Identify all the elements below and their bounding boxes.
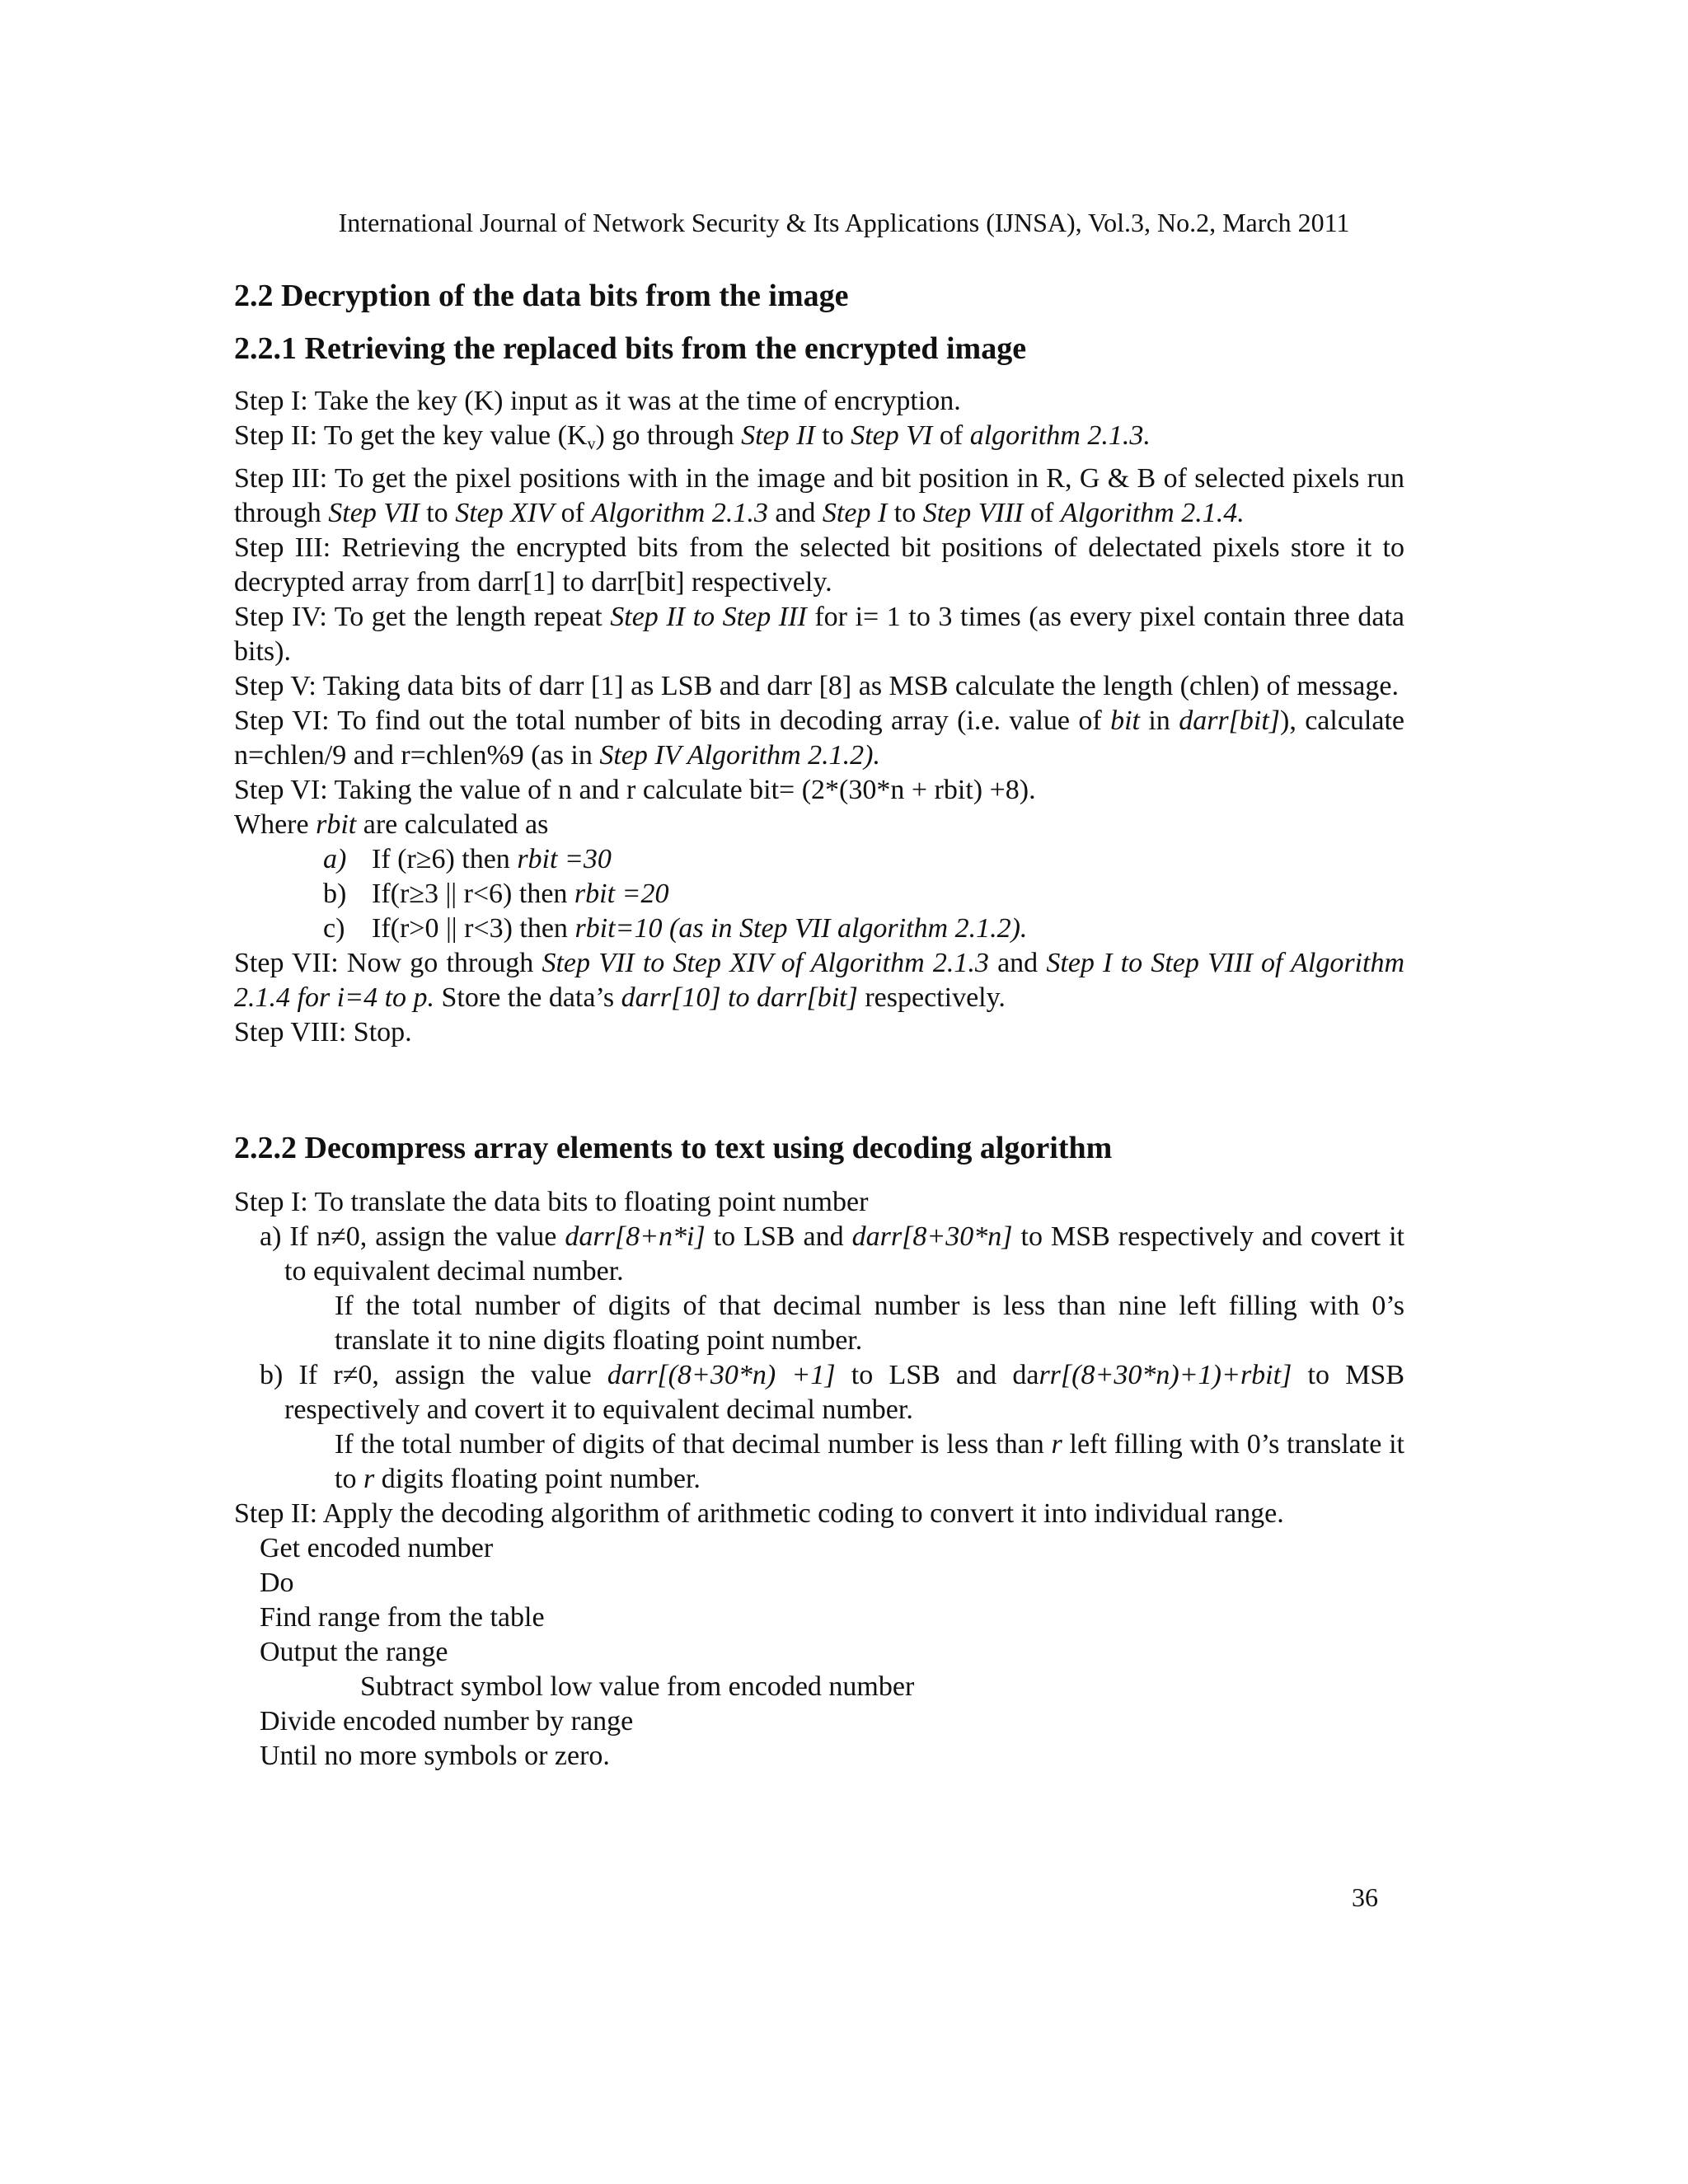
where-line: Where rbit are calculated as: [234, 809, 549, 840]
step-6-total-bits: Step VI: To find out the total number of bits in decoding array (i.e. value of bit in darr[bit]), calculate n=chlen/9 and r=chlen%9 (as in Step IV Algorithm 2.1.2).: [234, 705, 1405, 771]
pseudo-line: Until no more symbols or zero.: [260, 1741, 610, 1771]
list-item: b) If(r≥3 || r<6) then rbit =20: [323, 879, 669, 909]
section-title-2-2-1: 2.2.1 Retrieving the replaced bits from the encrypted image: [234, 331, 1027, 366]
journal-header: International Journal of Network Security & Its Applications (IJNSA), Vol.3, No.2, March 2011: [338, 208, 1350, 237]
pseudo-line: Divide encoded number by range: [260, 1706, 634, 1736]
page-number: 36: [1352, 1882, 1378, 1912]
list-item: c) If(r>0 || r<3) then rbit=10 (as in Step VII algorithm 2.1.2).: [323, 913, 1028, 944]
step-3-retrieve: Step III: Retrieving the encrypted bits from the selected bit positions of delectated pixels store it to decrypted array from darr[1] to darr[bit] respectively.: [234, 532, 1404, 598]
decode-step-1: Step I: To translate the data bits to floating point number: [234, 1187, 869, 1217]
step-7: Step VII: Now go through Step VII to Step XIV of Algorithm 2.1.3 and Step I to Step VIII of Algorithm 2.1.4 for i=4 to p. Store the data’s darr[10] to darr[bit] respectively.: [234, 948, 1404, 1013]
decode-step-1b-note: If the total number of digits of that decimal number is less than r left filling with 0’s translate it to r digits floating point number.: [335, 1429, 1404, 1494]
pseudocode: [234, 1531, 1404, 1774]
decode-step-1b: b) If r≠0, assign the value darr[(8+30*n) +1] to LSB and darr[(8+30*n)+1)+rbit] to MSB respectively and covert it to equivalent decimal number.: [260, 1360, 1405, 1425]
list-item: a) If (r≥6) then rbit =30: [323, 844, 612, 874]
rbit-list: [234, 842, 1404, 946]
pseudo-line: Find range from the table: [260, 1602, 545, 1633]
decode-step-2: Step II: Apply the decoding algorithm of arithmetic coding to convert it into individual range.: [234, 1498, 1284, 1529]
step-6-calc-bit: Step VI: Taking the value of n and r calculate bit= (2*(30*n + rbit) +8).: [234, 775, 1036, 805]
step-5: Step V: Taking data bits of darr [1] as LSB and darr [8] as MSB calculate the length (chlen) of message.: [234, 671, 1399, 701]
pseudo-line: Subtract symbol low value from encoded number: [360, 1671, 915, 1702]
pseudo-line: Get encoded number: [260, 1533, 494, 1563]
step-1: Step I: Take the key (K) input as it was at the time of encryption.: [234, 386, 961, 416]
step-2: Step II: To get the key value (Kv) go through Step II to Step VI of algorithm 2.1.3.: [234, 420, 1151, 453]
pseudo-line: Do: [260, 1568, 294, 1598]
page-body: [234, 277, 1404, 1774]
decode-step-1a-note: If the total number of digits of that decimal number is less than nine left filling with 0’s translate it to nine digits floating point number.: [335, 1291, 1404, 1356]
step-8: Step VIII: Stop.: [234, 1017, 412, 1047]
section-title-2-2-2: 2.2.2 Decompress array elements to text using decoding algorithm: [234, 1131, 1113, 1165]
section-title-2-2: 2.2 Decryption of the data bits from the image: [234, 279, 849, 313]
pseudo-line: Output the range: [260, 1637, 448, 1667]
step-4: Step IV: To get the length repeat Step II to Step III for i= 1 to 3 times (as every pixel contain three data bits).: [234, 602, 1404, 667]
decode-step-1a: a) If n≠0, assign the value darr[8+n*i] to LSB and darr[8+30*n] to MSB respectively and covert it to equivalent decimal number.: [260, 1221, 1404, 1286]
step-3-positions: Step III: To get the pixel positions with in the image and bit position in R, G & B of selected pixels run through Step VII to Step XIV of Algorithm 2.1.3 and Step I to Step VIII of Algorithm 2.1.4.: [234, 463, 1404, 528]
